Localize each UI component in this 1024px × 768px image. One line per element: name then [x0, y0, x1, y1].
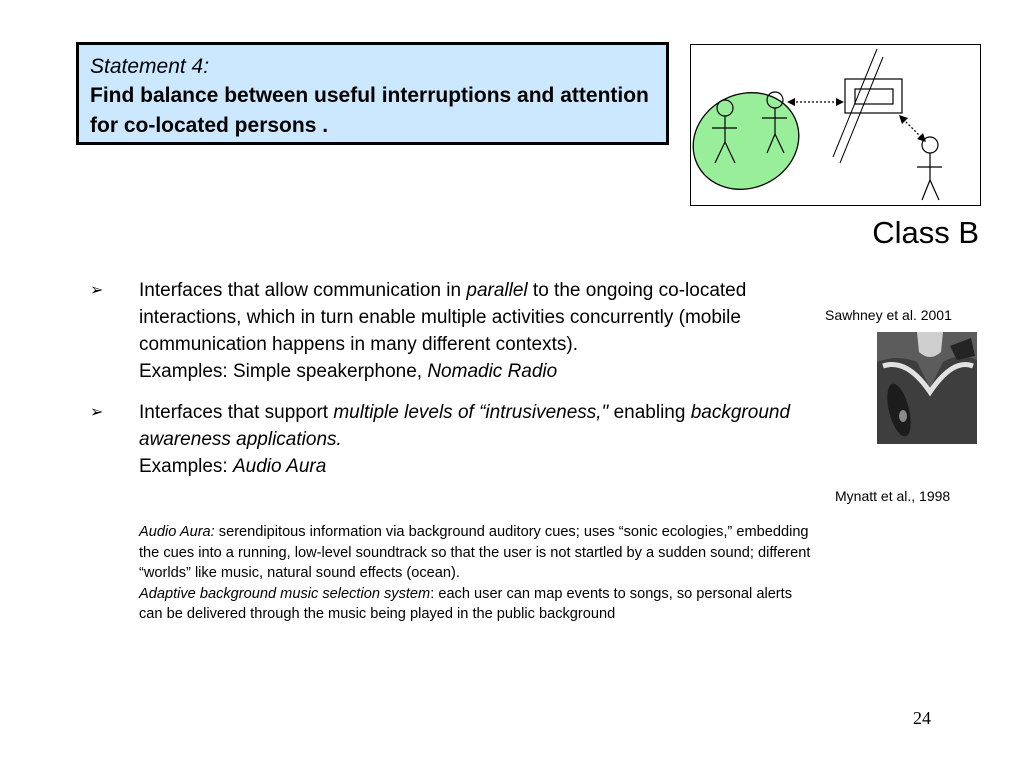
nomadic-radio-photo: [877, 332, 977, 444]
barrier-lines: [833, 49, 883, 163]
detail-term: Adaptive background music selection system: [139, 585, 431, 602]
co-located-group-ellipse: [691, 76, 815, 205]
wearable-device-photo: [877, 332, 977, 444]
bullet-emphasis: parallel: [466, 280, 528, 301]
bullet-emphasis: multiple levels of “intrusiveness,": [333, 402, 609, 423]
bullet-text: Interfaces that support: [139, 402, 334, 423]
remote-person-icon: [917, 137, 942, 200]
examples-label: Examples:: [139, 456, 233, 477]
examples-emphasis: Audio Aura: [232, 456, 327, 477]
detail-description: : each user can map events to songs, so personal alerts can be delivered through the music being played in the public background: [139, 585, 793, 623]
diagram-illustration: [691, 45, 980, 205]
arrow-bullet-icon: ➢: [90, 404, 104, 421]
arrow-bullet-icon: ➢: [90, 282, 104, 299]
bullet-item: [90, 399, 810, 480]
bullet-text: Interfaces that allow communication in: [139, 280, 467, 301]
bullet-list: [90, 277, 810, 480]
photo-caption: Mynatt et al., 1998: [835, 488, 951, 504]
bullet-text: enabling: [608, 402, 691, 423]
interaction-diagram: [690, 44, 981, 206]
statement-box: [76, 42, 669, 145]
statement-heading: Statement 4:: [90, 55, 210, 78]
class-label: Class B: [872, 215, 979, 250]
bullet-emphasis: background awareness applications.: [139, 402, 791, 450]
bullet-item: [90, 277, 810, 385]
page-number: 24: [913, 708, 931, 728]
detail-paragraph: [139, 522, 819, 625]
device-icon: [845, 79, 902, 113]
statement-body: Find balance between useful interruptions and attention for co-located persons .: [90, 84, 649, 137]
detail-term: Audio Aura:: [139, 524, 215, 540]
photo-caption: Sawhney et al. 2001: [825, 307, 952, 323]
examples-emphasis: Nomadic Radio: [427, 361, 558, 382]
examples-label: Examples: Simple speakerphone,: [139, 361, 428, 382]
detail-description: serendipitous information via background auditory cues; uses “sonic ecologies,” embedding the cues into a running, low-level soundtrack so that the user is not startled by a sudden sound; different “worlds” like music, natural sound effects (ocean).: [139, 524, 811, 582]
bullet-text: to the ongoing co-located interactions, which in turn enable multiple activities concurrently (mobile communication happens in many different contexts).: [139, 280, 747, 355]
